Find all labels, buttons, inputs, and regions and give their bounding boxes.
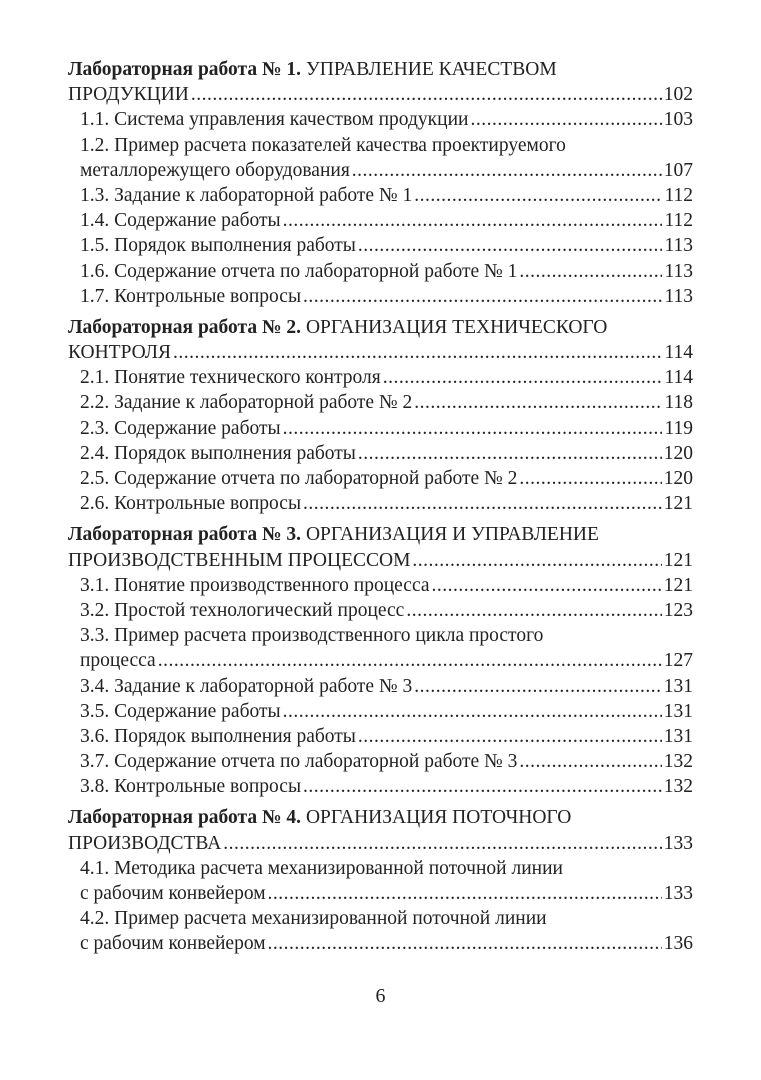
toc-entry [68,856,693,881]
dot-leader [352,158,662,183]
section-label: Лабораторная работа № 2. [68,316,302,338]
entry-text: 2.6. Контрольные вопросы [80,493,302,515]
section-heading [68,522,693,547]
toc-entry [68,416,693,441]
dot-leader [223,831,661,856]
toc-entry [68,699,693,724]
section-title: ОРГАНИЗАЦИЯ ПОТОЧНОГО [301,807,572,829]
dot-leader [432,573,662,598]
entry-page: 131 [663,725,693,747]
dot-leader [268,931,662,956]
section-title-cont: КОНТРОЛЯ [68,342,172,364]
entry-text: с рабочим конвейером [80,933,266,955]
toc-entry [68,573,693,598]
dot-leader [519,259,662,284]
dot-leader [191,82,662,107]
dot-leader [414,674,662,699]
dot-leader [358,233,663,258]
entry-text: 2.5. Содержание отчета по лабораторной работе № 2 [80,468,518,489]
section-page: 133 [663,832,693,854]
toc-entry [68,158,693,183]
section-page: 121 [663,549,693,571]
section-heading [68,315,693,340]
entry-page: 103 [663,109,693,131]
dot-leader [268,881,662,906]
entry-page: 118 [664,392,693,414]
toc-entry [68,390,693,415]
entry-page: 131 [663,700,693,722]
dot-leader [303,284,662,309]
entry-page: 132 [663,776,693,798]
dot-leader [358,724,662,749]
entry-text: 4.1. Методика расчета механизированной поточной линии [80,857,563,879]
section-heading [68,805,693,830]
section-heading-cont [68,831,693,856]
entry-page: 133 [663,883,693,904]
entry-text: 3.8. Контрольные вопросы [80,776,302,798]
dot-leader [414,390,662,415]
section-page: 102 [663,84,693,106]
toc-entry [68,674,693,699]
entry-page: 120 [663,442,693,464]
toc-entry [68,466,693,491]
dot-leader [173,340,662,365]
dot-leader [303,491,662,516]
section-label: Лабораторная работа № 4. [68,807,302,829]
dot-leader [158,648,662,673]
entry-page: 127 [663,650,693,672]
dot-leader [470,107,661,132]
entry-page: 131 [663,675,693,697]
entry-page: 136 [663,933,693,955]
toc-entry [68,208,693,233]
dot-leader [406,598,661,623]
dot-leader [383,365,663,390]
entry-text: 3.7. Содержание отчета по лабораторной работе № 3 [80,751,518,773]
entry-text: 3.3. Пример расчета производственного цикла простого [80,625,544,647]
dot-leader [283,416,663,441]
entry-page: 112 [664,184,693,206]
dot-leader [519,749,661,774]
toc-section [68,57,693,309]
dot-leader [412,548,661,573]
entry-page: 113 [664,235,693,257]
toc-entry [68,906,693,931]
entry-text: 1.3. Задание к лабораторной работе № 1 [80,184,413,206]
toc-entry [68,749,693,774]
entry-text: 1.4. Содержание работы [80,210,281,232]
entry-page: 121 [663,574,693,596]
entry-page: 120 [663,468,693,489]
toc-entry [68,107,693,132]
entry-text: 3.6. Порядок выполнения работы [80,725,356,747]
toc-section [68,522,693,799]
entry-text: 3.5. Содержание работы [80,700,281,722]
entry-page: 121 [663,493,693,515]
toc-entry [68,774,693,799]
section-heading-cont [68,548,693,573]
toc-entry [68,598,693,623]
entry-text: 1.7. Контрольные вопросы [80,285,302,307]
entry-page: 112 [664,210,693,232]
toc-entry [68,183,693,208]
section-heading-cont [68,340,693,365]
toc-entry [68,133,693,158]
entry-text: 3.4. Задание к лабораторной работе № 3 [80,675,413,697]
page-number: 6 [375,985,386,1007]
section-label: Лабораторная работа № 3. [68,524,302,546]
entry-text: 1.6. Содержание отчета по лабораторной работе № 1 [80,260,518,282]
toc-section [68,315,693,517]
toc-entry [68,491,693,516]
toc-entry [68,724,693,749]
toc-entry [68,365,693,390]
toc-entry [68,623,693,648]
section-title-cont: ПРОДУКЦИИ [68,84,189,106]
dot-leader [303,774,662,799]
entry-text: 3.2. Простой технологический процесс [80,599,405,621]
toc-section [68,805,693,956]
entry-text: процесса [80,650,156,672]
section-title: УПРАВЛЕНИЕ КАЧЕСТВОМ [301,59,557,80]
toc-entry [68,284,693,309]
section-label: Лабораторная работа № 1. [68,59,302,80]
entry-page: 132 [663,751,693,773]
dot-leader [283,208,663,233]
entry-page: 107 [663,159,693,181]
entry-text: 3.1. Понятие производственного процесса [80,574,430,596]
dot-leader [414,183,662,208]
dot-leader [358,441,662,466]
toc-entry [68,881,693,906]
entry-page: 113 [664,285,693,307]
dot-leader [519,466,661,491]
section-title-cont: ПРОИЗВОДСТВЕННЫМ ПРОЦЕССОМ [68,549,411,571]
toc-entry [68,931,693,956]
toc-entry [68,441,693,466]
section-heading-cont [68,82,693,107]
section-page: 114 [664,342,693,364]
entry-text: 2.4. Порядок выполнения работы [80,442,356,464]
entry-page: 123 [663,599,693,621]
entry-page: 119 [664,417,693,439]
section-title: ОРГАНИЗАЦИЯ И УПРАВЛЕНИЕ [301,524,599,546]
entry-page: 113 [664,260,693,282]
section-title-cont: ПРОИЗВОДСТВА [68,832,222,854]
entry-text: 1.2. Пример расчета показателей качества проектируемого [80,134,566,156]
entry-text: с рабочим конвейером [80,883,266,904]
entry-text: 2.3. Содержание работы [80,417,281,439]
section-title: ОРГАНИЗАЦИЯ ТЕХНИЧЕСКОГО [301,316,608,338]
entry-text: 1.1. Система управления качеством продукции [80,109,469,131]
section-heading [68,57,693,82]
dot-leader [283,699,662,724]
entry-text: 2.1. Понятие технического контроля [80,367,381,389]
entry-text: 2.2. Задание к лабораторной работе № 2 [80,392,413,414]
toc-entry [68,259,693,284]
entry-page: 114 [664,367,693,389]
table-of-contents [68,57,693,957]
entry-text: 4.2. Пример расчета механизированной поточной линии [80,908,547,930]
entry-text: 1.5. Порядок выполнения работы [80,235,356,257]
toc-entry [68,233,693,258]
entry-text: металлорежущего оборудования [80,159,350,181]
toc-entry [68,648,693,673]
